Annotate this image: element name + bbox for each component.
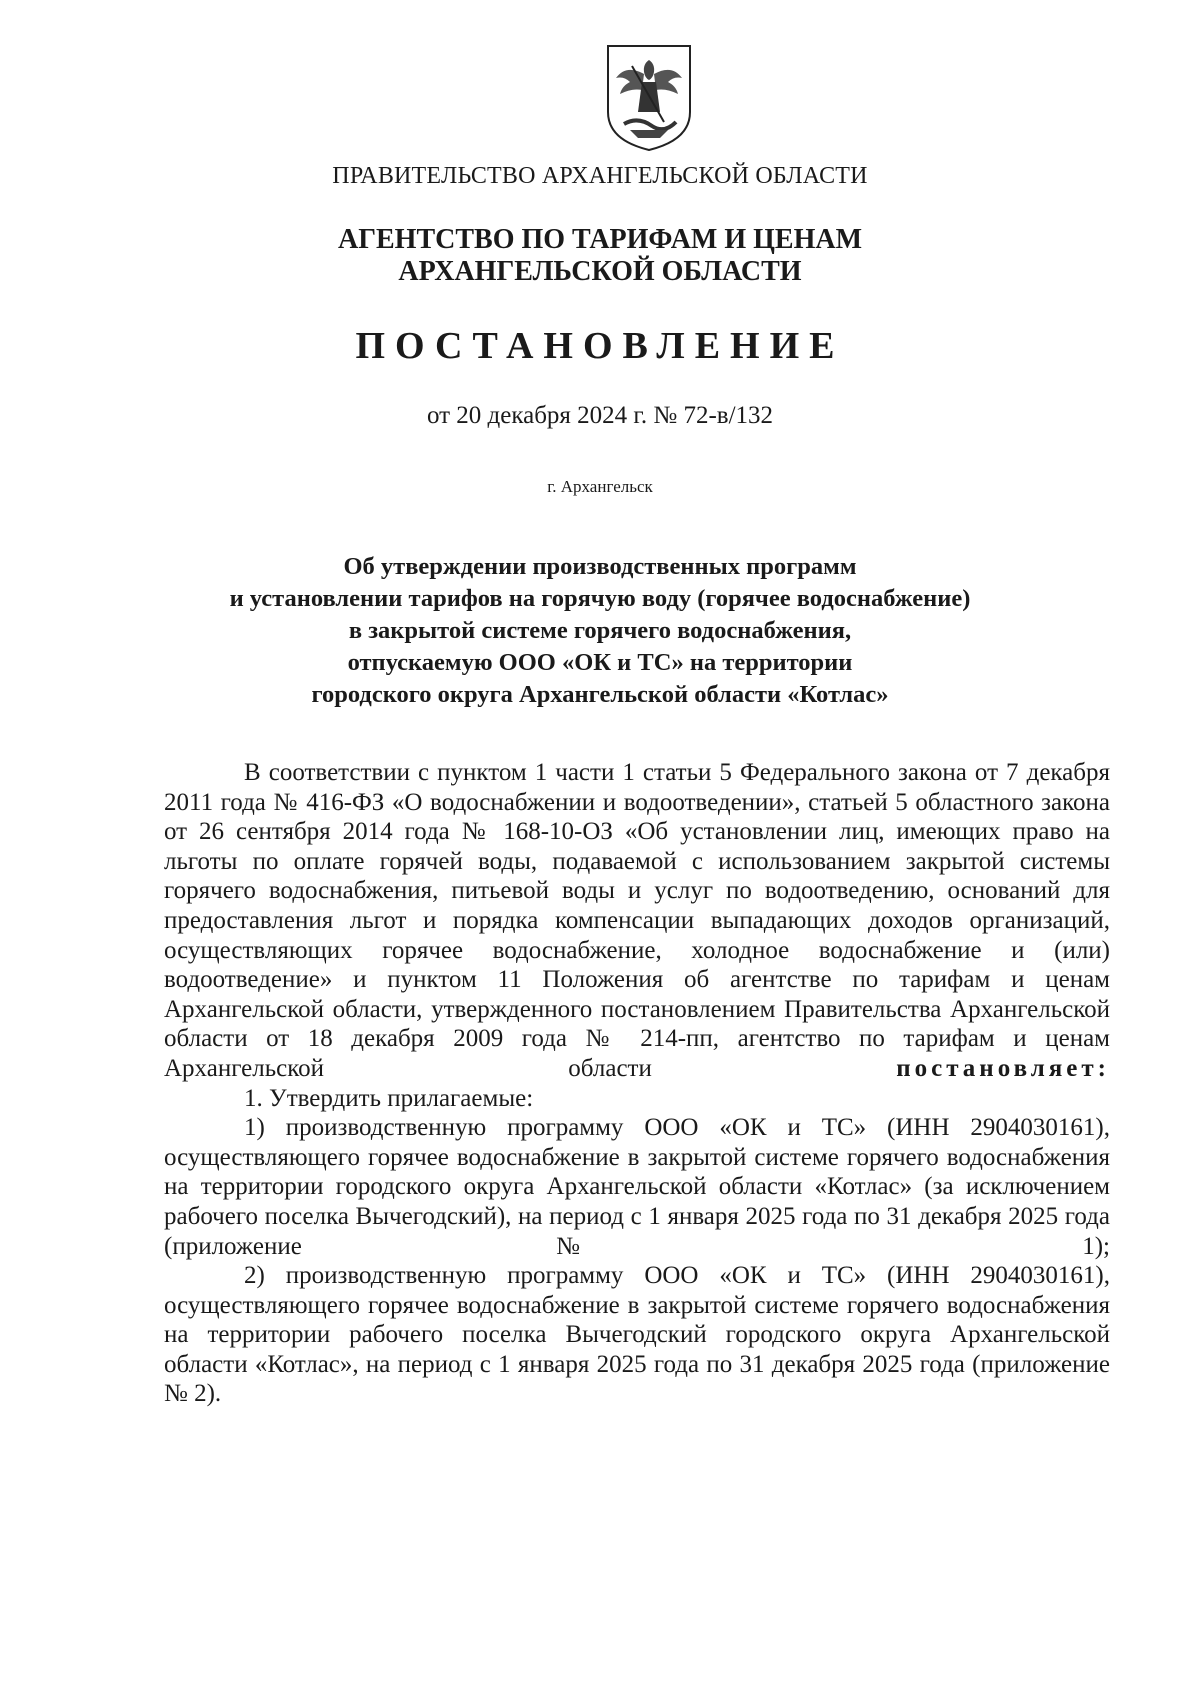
preamble-paragraph: [164, 758, 1110, 1084]
document-city: г. Архангельск: [547, 477, 653, 496]
preamble-text: В соответствии с пунктом 1 части 1 статьи 5 Федерального закона от 7 декабря 2011 года № 416-ФЗ «О водоснабжении и водоотведении», статьей 5 областного закона от 26 сентября 2014 года № 168-10-ОЗ «Об установлении лиц, имеющих право на льготы по оплате горячей воды, подаваемой с использованием закрытой системы горячего водоснабжения, питьевой воды и услуг по водоотведению, оснований для предоставления льгот и порядка компенсации выпадающих доходов организаций, осуществляющих горячее водоснабжение, холодное водоснабжение и (или) водоотведение» и пунктом 11 Положения об агентстве по тарифам и ценам Архангельской области, утвержденного постановлением Правительства Архангельской области от 18 декабря 2009 года № 214-пп, агентство по тарифам и ценам Архангельской области: [164, 759, 1110, 1082]
item-1-2: 2) производственную программу ООО «ОК и ТС» (ИНН 2904030161), осуществляющего горячее водоснабжение в закрытой системе горячего водоснабжения на территории рабочего поселка Вычегодский городского округа Архангельской области «Котлас», на период с 1 января 2025 года по 31 декабря 2025 года (приложение № 2).: [164, 1262, 1110, 1408]
subject-line: отпускаемую ООО «ОК и ТС» на территории: [347, 649, 853, 676]
subject-line: городского округа Архангельской области «Котлас»: [311, 681, 889, 708]
agency-name: [0, 224, 1200, 288]
subject-line: и установлении тарифов на горячую воду (горячее водоснабжение): [229, 585, 971, 612]
coat-of-arms-archangel-icon: [602, 42, 696, 154]
decrees-word: постановляет:: [896, 1054, 1110, 1082]
subject-line: в закрытой системе горячего водоснабжения,: [348, 617, 852, 644]
document-body: [164, 758, 1110, 1409]
document-subject: [0, 551, 1200, 711]
agency-name-line: АРХАНГЕЛЬСКОЙ ОБЛАСТИ: [398, 256, 802, 287]
item-1-1: 1) производственную программу ООО «ОК и ТС» (ИНН 2904030161), осуществляющего горячее водоснабжение в закрытой системе горячего водоснабжения на территории городского округа Архангельской области «Котлас» (за исключением рабочего поселка Вычегодский), на период с 1 января 2025 года по 31 декабря 2025 года (приложение № 1);: [164, 1114, 1110, 1260]
subject-line: Об утверждении производственных программ: [343, 553, 857, 580]
document-date-number: от 20 декабря 2024 г. № 72-в/132: [426, 402, 774, 429]
government-name: ПРАВИТЕЛЬСТВО АРХАНГЕЛЬСКОЙ ОБЛАСТИ: [332, 163, 868, 189]
document-type-title: ПОСТАНОВЛЕНИЕ: [355, 325, 845, 367]
item-1: 1. Утвердить прилагаемые:: [244, 1084, 534, 1112]
agency-name-line: АГЕНТСТВО ПО ТАРИФАМ И ЦЕНАМ: [337, 224, 863, 255]
